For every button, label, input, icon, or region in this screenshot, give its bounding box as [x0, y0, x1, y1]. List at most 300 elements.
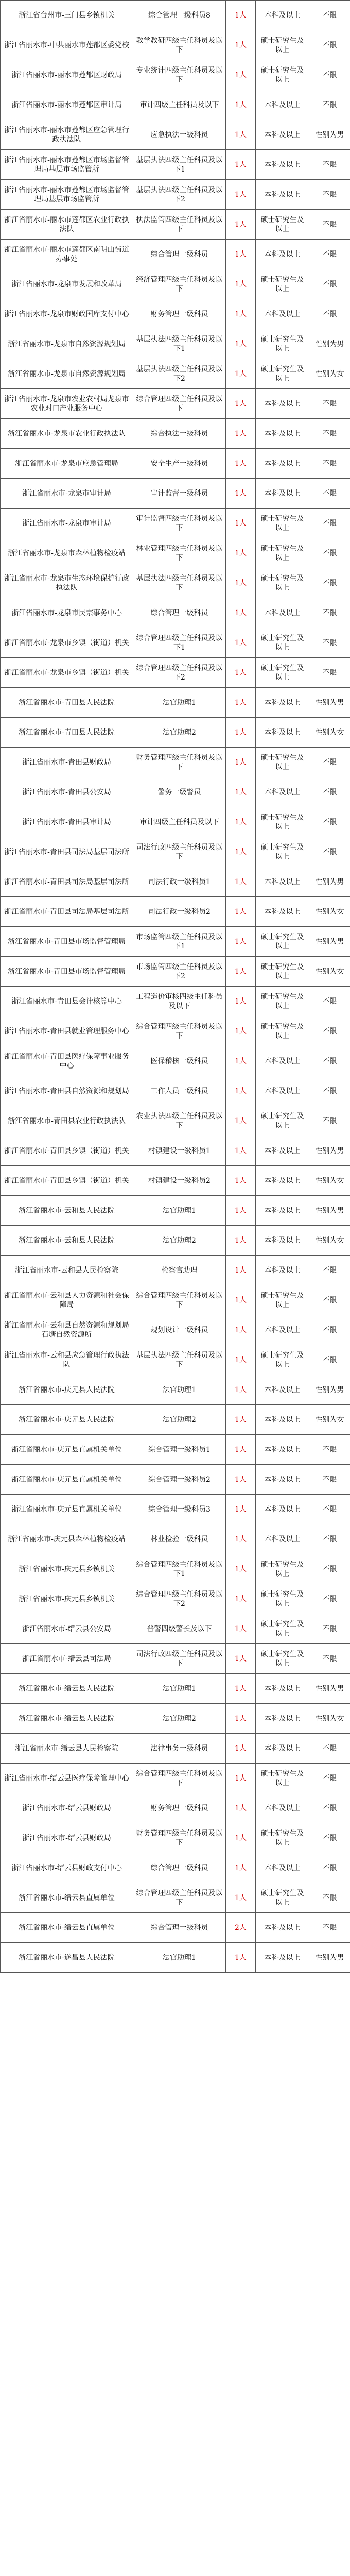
gender-cell: 不限: [309, 1644, 350, 1674]
count-cell: 1人: [226, 240, 256, 269]
count-cell: 1人: [226, 658, 256, 688]
position-cell: 专业统计四级主任科员及以下: [133, 60, 226, 90]
table-row: [1, 180, 350, 210]
unit-cell: 浙江省丽水市-青田县司法局基层司法所: [1, 837, 133, 867]
count-cell: 1人: [226, 1524, 256, 1554]
unit-cell: 浙江省丽水市-青田县会计核算中心: [1, 987, 133, 1016]
count-cell: 1人: [226, 1644, 256, 1674]
table-row: [1, 1196, 350, 1226]
unit-cell: 浙江省丽水市-青田县人民法院: [1, 688, 133, 718]
gender-cell: 不限: [309, 180, 350, 210]
position-cell: 法官助理2: [133, 1704, 226, 1734]
table-row: [1, 1554, 350, 1584]
count-cell: 1人: [226, 1823, 256, 1853]
table-row: [1, 1764, 350, 1793]
unit-cell: 浙江省丽水市-庆元县人民法院: [1, 1375, 133, 1405]
education-cell: 本科及以上: [256, 1196, 309, 1226]
count-cell: 1人: [226, 479, 256, 509]
table-row: [1, 1644, 350, 1674]
position-cell: 法官助理1: [133, 1375, 226, 1405]
education-cell: 本科及以上: [256, 1793, 309, 1823]
education-cell: 硕士研究生及以上: [256, 1345, 309, 1375]
gender-cell: 不限: [309, 509, 350, 538]
education-cell: 硕士研究生及以上: [256, 1644, 309, 1674]
count-cell: 1人: [226, 718, 256, 748]
table-row: [1, 60, 350, 90]
table-row: [1, 1614, 350, 1644]
unit-cell: 浙江省丽水市-龙泉市自然资源规划局: [1, 359, 133, 389]
count-cell: 1人: [226, 329, 256, 359]
table-row: [1, 688, 350, 718]
gender-cell: 不限: [309, 1, 350, 30]
education-cell: 硕士研究生及以上: [256, 1106, 309, 1136]
table-row: [1, 1226, 350, 1256]
position-cell: 基层执法四级主任科员及以下2: [133, 359, 226, 389]
unit-cell: 浙江省丽水市-庆元县直属机关单位: [1, 1495, 133, 1524]
jobs-table-body: [1, 1, 350, 1973]
table-row: [1, 807, 350, 837]
education-cell: 本科及以上: [256, 1465, 309, 1495]
table-row: [1, 718, 350, 748]
table-row: [1, 1046, 350, 1076]
education-cell: 本科及以上: [256, 120, 309, 150]
education-cell: 本科及以上: [256, 1405, 309, 1435]
gender-cell: 不限: [309, 1614, 350, 1644]
unit-cell: 浙江省丽水市-缙云县司法局: [1, 1644, 133, 1674]
education-cell: 本科及以上: [256, 90, 309, 120]
table-row: [1, 748, 350, 777]
education-cell: 硕士研究生及以上: [256, 359, 309, 389]
table-row: [1, 479, 350, 509]
table-row: [1, 1943, 350, 1973]
education-cell: 本科及以上: [256, 449, 309, 479]
count-cell: 2人: [226, 1913, 256, 1943]
education-cell: 本科及以上: [256, 1943, 309, 1973]
education-cell: 本科及以上: [256, 1, 309, 30]
position-cell: 综合管理一级科员: [133, 598, 226, 628]
count-cell: 1人: [226, 1076, 256, 1106]
unit-cell: 浙江省丽水市-庆元县乡镇机关: [1, 1584, 133, 1614]
unit-cell: 浙江省丽水市-丽水市莲都区审计局: [1, 90, 133, 120]
position-cell: 司法行政一级科员2: [133, 897, 226, 927]
count-cell: 1人: [226, 449, 256, 479]
table-row: [1, 568, 350, 598]
position-cell: 经济管理四级主任科员及以下: [133, 269, 226, 299]
position-cell: 执法监管四级主任科员及以下: [133, 210, 226, 240]
unit-cell: 浙江省丽水市-龙泉市生态环境保护行政执法队: [1, 568, 133, 598]
education-cell: 本科及以上: [256, 1136, 309, 1166]
count-cell: 1人: [226, 1, 256, 30]
gender-cell: 不限: [309, 299, 350, 329]
table-row: [1, 777, 350, 807]
education-cell: 本科及以上: [256, 688, 309, 718]
count-cell: 1人: [226, 1345, 256, 1375]
table-row: [1, 628, 350, 658]
gender-cell: 不限: [309, 1823, 350, 1853]
unit-cell: 浙江省丽水市-龙泉市财政国库支付中心: [1, 299, 133, 329]
education-cell: 本科及以上: [256, 897, 309, 927]
table-row: [1, 1584, 350, 1614]
gender-cell: 不限: [309, 1764, 350, 1793]
education-cell: 硕士研究生及以上: [256, 1554, 309, 1584]
table-row: [1, 1345, 350, 1375]
gender-cell: 不限: [309, 1315, 350, 1345]
count-cell: 1人: [226, 1883, 256, 1913]
education-cell: 本科及以上: [256, 1256, 309, 1285]
position-cell: 财务管理四级主任科员及以下: [133, 1823, 226, 1853]
table-row: [1, 240, 350, 269]
table-row: [1, 389, 350, 419]
gender-cell: 不限: [309, 269, 350, 299]
gender-cell: 不限: [309, 1046, 350, 1076]
count-cell: 1人: [226, 180, 256, 210]
gender-cell: 性别为女: [309, 1704, 350, 1734]
education-cell: 硕士研究生及以上: [256, 658, 309, 688]
gender-cell: 不限: [309, 1285, 350, 1315]
gender-cell: 不限: [309, 1076, 350, 1106]
gender-cell: 性别为女: [309, 718, 350, 748]
count-cell: 1人: [226, 1943, 256, 1973]
table-row: [1, 1375, 350, 1405]
position-cell: 村镇建设一级科员2: [133, 1166, 226, 1196]
position-cell: 法官助理1: [133, 1196, 226, 1226]
table-row: [1, 1256, 350, 1285]
education-cell: 本科及以上: [256, 1166, 309, 1196]
gender-cell: 不限: [309, 479, 350, 509]
count-cell: 1人: [226, 269, 256, 299]
count-cell: 1人: [226, 1256, 256, 1285]
table-row: [1, 1166, 350, 1196]
unit-cell: 浙江省丽水市-缙云县人民法院: [1, 1704, 133, 1734]
education-cell: 本科及以上: [256, 1674, 309, 1704]
unit-cell: 浙江省丽水市-青田县人民法院: [1, 718, 133, 748]
position-cell: 法官助理2: [133, 1226, 226, 1256]
table-row: [1, 1883, 350, 1913]
position-cell: 综合管理一级科员: [133, 1913, 226, 1943]
position-cell: 市场监管四级主任科员及以下1: [133, 927, 226, 957]
table-row: [1, 1, 350, 30]
unit-cell: 浙江省丽水市-青田县乡镇（街道）机关: [1, 1166, 133, 1196]
table-row: [1, 1704, 350, 1734]
count-cell: 1人: [226, 1315, 256, 1345]
gender-cell: 性别为女: [309, 1226, 350, 1256]
position-cell: 审计监督四级主任科员及以下: [133, 509, 226, 538]
education-cell: 硕士研究生及以上: [256, 1883, 309, 1913]
gender-cell: 不限: [309, 30, 350, 60]
unit-cell: 浙江省丽水市-龙泉市审计局: [1, 509, 133, 538]
gender-cell: 不限: [309, 1913, 350, 1943]
gender-cell: 不限: [309, 90, 350, 120]
count-cell: 1人: [226, 867, 256, 897]
gender-cell: 不限: [309, 987, 350, 1016]
table-row: [1, 1435, 350, 1465]
table-row: [1, 987, 350, 1016]
education-cell: 本科及以上: [256, 240, 309, 269]
position-cell: 综合管理四级主任科员及以下1: [133, 1554, 226, 1584]
table-row: [1, 1285, 350, 1315]
unit-cell: 浙江省丽水市-缙云县财政局: [1, 1793, 133, 1823]
gender-cell: 性别为女: [309, 1405, 350, 1435]
table-row: [1, 90, 350, 120]
unit-cell: 浙江省丽水市-庆元县人民法院: [1, 1405, 133, 1435]
table-row: [1, 598, 350, 628]
unit-cell: 浙江省丽水市-云和县人力资源和社会保障局: [1, 1285, 133, 1315]
unit-cell: 浙江省丽水市-缙云县医疗保障管理中心: [1, 1764, 133, 1793]
unit-cell: 浙江省丽水市-缙云县直属单位: [1, 1883, 133, 1913]
position-cell: 综合管理一级科员: [133, 1853, 226, 1883]
position-cell: 综合管理四级主任科员及以下1: [133, 628, 226, 658]
count-cell: 1人: [226, 897, 256, 927]
position-cell: 基层执法四级主任科员及以下1: [133, 150, 226, 180]
gender-cell: 不限: [309, 748, 350, 777]
education-cell: 本科及以上: [256, 180, 309, 210]
unit-cell: 浙江省丽水市-青田县审计局: [1, 807, 133, 837]
unit-cell: 浙江省丽水市-云和县应急管理行政执法队: [1, 1345, 133, 1375]
unit-cell: 浙江省丽水市-缙云县财政局: [1, 1823, 133, 1853]
gender-cell: 性别为男: [309, 1674, 350, 1704]
education-cell: 本科及以上: [256, 718, 309, 748]
gender-cell: 不限: [309, 1256, 350, 1285]
position-cell: 综合管理四级主任科员及以下2: [133, 1584, 226, 1614]
count-cell: 1人: [226, 1704, 256, 1734]
position-cell: 综合管理一级科员8: [133, 1, 226, 30]
education-cell: 硕士研究生及以上: [256, 1584, 309, 1614]
education-cell: 硕士研究生及以上: [256, 748, 309, 777]
unit-cell: 浙江省丽水市-庆元县直属机关单位: [1, 1465, 133, 1495]
gender-cell: 性别为女: [309, 1166, 350, 1196]
education-cell: 本科及以上: [256, 1853, 309, 1883]
unit-cell: 浙江省丽水市-云和县自然资源和规划局石塘自然资源所: [1, 1315, 133, 1345]
education-cell: 硕士研究生及以上: [256, 329, 309, 359]
unit-cell: 浙江省丽水市-缙云县公安局: [1, 1614, 133, 1644]
table-row: [1, 1853, 350, 1883]
table-row: [1, 509, 350, 538]
education-cell: 硕士研究生及以上: [256, 1614, 309, 1644]
position-cell: 综合管理四级主任科员及以下: [133, 1285, 226, 1315]
education-cell: 硕士研究生及以上: [256, 538, 309, 568]
education-cell: 本科及以上: [256, 479, 309, 509]
count-cell: 1人: [226, 568, 256, 598]
education-cell: 本科及以上: [256, 1734, 309, 1764]
position-cell: 工程造价审核四级主任科员及以下: [133, 987, 226, 1016]
count-cell: 1人: [226, 777, 256, 807]
position-cell: 市场监管四级主任科员及以下2: [133, 957, 226, 987]
table-row: [1, 449, 350, 479]
count-cell: 1人: [226, 150, 256, 180]
unit-cell: 浙江省丽水市-龙泉市农业行政执法队: [1, 419, 133, 449]
position-cell: 综合管理一级科员2: [133, 1465, 226, 1495]
gender-cell: 不限: [309, 1106, 350, 1136]
count-cell: 1人: [226, 359, 256, 389]
position-cell: 警务一级警员: [133, 777, 226, 807]
position-cell: 司法行政四级主任科员及以下: [133, 1644, 226, 1674]
table-row: [1, 1524, 350, 1554]
unit-cell: 浙江省丽水市-青田县乡镇（街道）机关: [1, 1136, 133, 1166]
table-row: [1, 359, 350, 389]
gender-cell: 性别为男: [309, 1943, 350, 1973]
unit-cell: 浙江省丽水市-庆元县森林植物检疫站: [1, 1524, 133, 1554]
education-cell: 本科及以上: [256, 867, 309, 897]
gender-cell: 性别为男: [309, 867, 350, 897]
position-cell: 综合管理一级科员: [133, 240, 226, 269]
position-cell: 法官助理2: [133, 1405, 226, 1435]
unit-cell: 浙江省丽水市-龙泉市乡镇（街道）机关: [1, 628, 133, 658]
count-cell: 1人: [226, 1046, 256, 1076]
table-row: [1, 329, 350, 359]
table-row: [1, 927, 350, 957]
gender-cell: 不限: [309, 1345, 350, 1375]
unit-cell: 浙江省台州市-三门县乡镇机关: [1, 1, 133, 30]
position-cell: 医保稽核一级科员: [133, 1046, 226, 1076]
count-cell: 1人: [226, 748, 256, 777]
unit-cell: 浙江省丽水市-青田县财政局: [1, 748, 133, 777]
unit-cell: 浙江省丽水市-龙泉市森林植物检疫站: [1, 538, 133, 568]
gender-cell: 不限: [309, 658, 350, 688]
table-row: [1, 210, 350, 240]
unit-cell: 浙江省丽水市-龙泉市乡镇（街道）机关: [1, 658, 133, 688]
count-cell: 1人: [226, 1196, 256, 1226]
position-cell: 司法行政四级主任科员及以下: [133, 837, 226, 867]
gender-cell: 性别为女: [309, 957, 350, 987]
table-row: [1, 897, 350, 927]
count-cell: 1人: [226, 1495, 256, 1524]
unit-cell: 浙江省丽水市-龙泉市应急管理局: [1, 449, 133, 479]
table-row: [1, 1016, 350, 1046]
count-cell: 1人: [226, 1016, 256, 1046]
gender-cell: 不限: [309, 1016, 350, 1046]
education-cell: 本科及以上: [256, 1046, 309, 1076]
education-cell: 硕士研究生及以上: [256, 1285, 309, 1315]
gender-cell: 不限: [309, 628, 350, 658]
gender-cell: 性别为男: [309, 329, 350, 359]
unit-cell: 浙江省丽水市-青田县农业行政执法队: [1, 1106, 133, 1136]
education-cell: 本科及以上: [256, 1226, 309, 1256]
table-row: [1, 150, 350, 180]
table-row: [1, 1793, 350, 1823]
count-cell: 1人: [226, 1674, 256, 1704]
unit-cell: 浙江省丽水市-青田县就业管理服务中心: [1, 1016, 133, 1046]
education-cell: 本科及以上: [256, 299, 309, 329]
gender-cell: 不限: [309, 1495, 350, 1524]
unit-cell: 浙江省丽水市-中共丽水市莲都区委党校: [1, 30, 133, 60]
position-cell: 综合管理四级主任科员及以下: [133, 389, 226, 419]
unit-cell: 浙江省丽水市-缙云县人民检察院: [1, 1734, 133, 1764]
position-cell: 基层执法四级主任科员及以下: [133, 1345, 226, 1375]
education-cell: 硕士研究生及以上: [256, 837, 309, 867]
unit-cell: 浙江省丽水市-青田县自然资源和规划局: [1, 1076, 133, 1106]
education-cell: 本科及以上: [256, 1315, 309, 1345]
education-cell: 本科及以上: [256, 389, 309, 419]
education-cell: 硕士研究生及以上: [256, 957, 309, 987]
gender-cell: 不限: [309, 1435, 350, 1465]
gender-cell: 不限: [309, 449, 350, 479]
count-cell: 1人: [226, 120, 256, 150]
unit-cell: 浙江省丽水市-龙泉市民宗事务中心: [1, 598, 133, 628]
table-row: [1, 658, 350, 688]
unit-cell: 浙江省丽水市-遂昌县人民法院: [1, 1943, 133, 1973]
unit-cell: 浙江省丽水市-青田县医疗保障事业服务中心: [1, 1046, 133, 1076]
gender-cell: 不限: [309, 1853, 350, 1883]
education-cell: 硕士研究生及以上: [256, 30, 309, 60]
count-cell: 1人: [226, 30, 256, 60]
unit-cell: 浙江省丽水市-丽水市莲都区财政局: [1, 60, 133, 90]
table-row: [1, 1315, 350, 1345]
gender-cell: 性别为女: [309, 897, 350, 927]
count-cell: 1人: [226, 389, 256, 419]
education-cell: 本科及以上: [256, 1495, 309, 1524]
count-cell: 1人: [226, 1853, 256, 1883]
table-row: [1, 1734, 350, 1764]
unit-cell: 浙江省丽水市-丽水市莲都区市场监督管理局基层市场监管所: [1, 180, 133, 210]
position-cell: 应急执法一级科员: [133, 120, 226, 150]
table-row: [1, 1106, 350, 1136]
unit-cell: 浙江省丽水市-龙泉市发展和改革局: [1, 269, 133, 299]
gender-cell: 不限: [309, 389, 350, 419]
position-cell: 普警四级警长及以下: [133, 1614, 226, 1644]
education-cell: 本科及以上: [256, 777, 309, 807]
count-cell: 1人: [226, 1614, 256, 1644]
table-row: [1, 1136, 350, 1166]
gender-cell: 不限: [309, 419, 350, 449]
count-cell: 1人: [226, 927, 256, 957]
count-cell: 1人: [226, 1285, 256, 1315]
position-cell: 林业管理四级主任科员及以下: [133, 538, 226, 568]
count-cell: 1人: [226, 1793, 256, 1823]
education-cell: 本科及以上: [256, 1375, 309, 1405]
education-cell: 硕士研究生及以上: [256, 1764, 309, 1793]
education-cell: 本科及以上: [256, 1435, 309, 1465]
count-cell: 1人: [226, 837, 256, 867]
unit-cell: 浙江省丽水市-青田县公安局: [1, 777, 133, 807]
table-row: [1, 1913, 350, 1943]
count-cell: 1人: [226, 1136, 256, 1166]
unit-cell: 浙江省丽水市-龙泉市农业农村局龙泉市农业对口产业服务中心: [1, 389, 133, 419]
gender-cell: 不限: [309, 60, 350, 90]
unit-cell: 浙江省丽水市-丽水市莲都区市场监督管理局基层市场监管所: [1, 150, 133, 180]
position-cell: 司法行政一级科员1: [133, 867, 226, 897]
gender-cell: 性别为男: [309, 120, 350, 150]
count-cell: 1人: [226, 419, 256, 449]
education-cell: 本科及以上: [256, 419, 309, 449]
table-row: [1, 538, 350, 568]
position-cell: 法官助理1: [133, 1674, 226, 1704]
gender-cell: 不限: [309, 1734, 350, 1764]
table-row: [1, 419, 350, 449]
education-cell: 本科及以上: [256, 1076, 309, 1106]
education-cell: 硕士研究生及以上: [256, 1823, 309, 1853]
unit-cell: 浙江省丽水市-云和县人民法院: [1, 1196, 133, 1226]
gender-cell: 不限: [309, 1465, 350, 1495]
count-cell: 1人: [226, 210, 256, 240]
count-cell: 1人: [226, 957, 256, 987]
education-cell: 硕士研究生及以上: [256, 210, 309, 240]
gender-cell: 不限: [309, 598, 350, 628]
position-cell: 法官助理2: [133, 718, 226, 748]
count-cell: 1人: [226, 60, 256, 90]
education-cell: 硕士研究生及以上: [256, 987, 309, 1016]
count-cell: 1人: [226, 1435, 256, 1465]
gender-cell: 不限: [309, 1554, 350, 1584]
position-cell: 综合管理四级主任科员及以下2: [133, 658, 226, 688]
gender-cell: 不限: [309, 1883, 350, 1913]
table-row: [1, 837, 350, 867]
position-cell: 综合管理一级科员3: [133, 1495, 226, 1524]
education-cell: 本科及以上: [256, 1704, 309, 1734]
gender-cell: 性别为男: [309, 688, 350, 718]
count-cell: 1人: [226, 628, 256, 658]
position-cell: 教学教研四级主任科员及以下: [133, 30, 226, 60]
count-cell: 1人: [226, 509, 256, 538]
